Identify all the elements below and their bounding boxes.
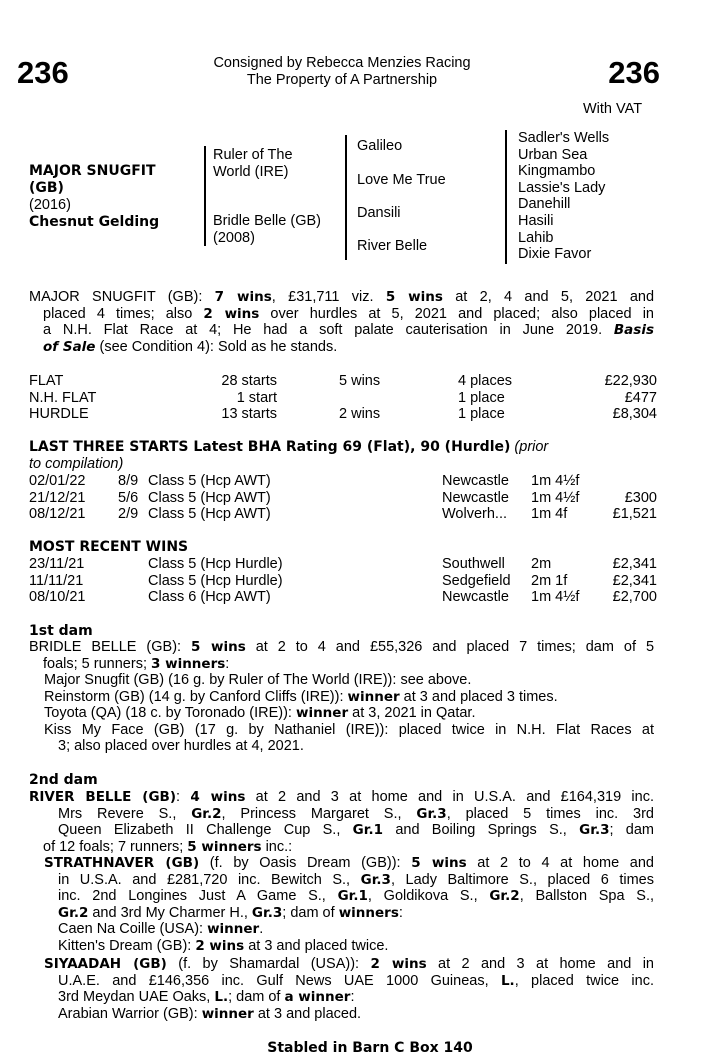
recent-wins-table	[0, 556, 716, 606]
first-dam-text: BRIDLE BELLE (GB): 5 wins at 2 to 4 and £55,326 and placed 7 times; dam of 5 foals; 5 runners; 3 winners:	[29, 639, 655, 672]
table-row: 08/12/21 2/9 Class 5 (Hcp AWT) Wolverh... 1m 4f £1,521	[29, 506, 657, 522]
table-row: 11/11/21 Class 5 (Hcp Hurdle) Sedgefield 2m 1f £2,341	[29, 572, 657, 589]
horse-identity	[29, 163, 159, 231]
list-item: Kiss My Face (GB) (17 g. by Nathaniel (IRE)): placed twice in N.H. Flat Races at	[44, 721, 654, 738]
last-three-heading: LAST THREE STARTS Latest BHA Rating 69 (Flat), 90 (Hurdle) (prior	[29, 439, 549, 455]
record-row: N.H. FLAT 1 start 1 place £477	[29, 389, 657, 406]
strathnaver-entry: STRATHNAVER (GB) (f. by Oasis Dream (GB)): 5 wins at 2 to 4 at home and in U.S.A. and £281,720 inc. Bewitch S., Gr.3, Lady Baltimore S., placed 6 times inc. 2nd Longines Just A Game S., Gr.1, Goldikova S., Gr.2, Ballston Spa S., Gr.2 and 3rd My Charmer H., Gr.3; dam of winners: Caen Na Coille (USA): winner. Kitten's Dream (GB): 2 wins at 3 and placed twice.	[44, 855, 655, 954]
table-row: 02/01/22 8/9 Class 5 (Hcp AWT) Newcastle 1m 4½f	[29, 473, 580, 489]
record-row: HURDLE 13 starts 2 wins 1 place £8,304	[29, 406, 657, 422]
granddam-sire-side: Love Me True	[357, 172, 446, 188]
last-three-note: to compilation)	[29, 456, 124, 472]
second-dam: River Belle	[357, 238, 428, 254]
pedigree-dam: Bridle Belle (GB) (2008)	[213, 213, 321, 246]
property-of: The Property of A Partnership	[246, 72, 438, 88]
list-item: Toyota (QA) (18 c. by Toronado (IRE)): winner at 3, 2021 in Qatar.	[44, 705, 476, 721]
stabling-footer: Stabled in Barn C Box 140	[267, 1040, 473, 1056]
last-three-table	[0, 473, 716, 523]
table-row: 08/10/21 Class 6 (Hcp AWT) Newcastle 1m 4½f £2,700	[29, 589, 657, 605]
vat-note: With VAT	[583, 101, 643, 117]
grandsire: Galileo	[357, 138, 403, 154]
horse-sex: Chesnut Gelding	[29, 214, 160, 230]
table-row: 23/11/21 Class 5 (Hcp Hurdle) Southwell 2m £2,341	[29, 556, 657, 572]
table-row: 21/12/21 5/6 Class 5 (Hcp AWT) Newcastle 1m 4½f £300	[29, 489, 657, 506]
list-item: Major Snugfit (GB) (16 g. by Ruler of The World (IRE)): see above.	[44, 672, 472, 688]
pedigree-sire: Ruler of The World (IRE)	[213, 147, 293, 180]
race-summary: MAJOR SNUGFIT (GB): 7 wins, £31,711 viz. 5 wins at 2, 4 and 5, 2021 and placed 4 times; also 2 wins over hurdles at 5, 2021 and placed; also placed in a N.H. Flat Race at 4; He had a soft palate cauterisation in June 2019. Basis of Sale (see Condition 4): Sold as he stands.	[29, 289, 655, 355]
horse-year: (2016)	[29, 197, 71, 213]
recent-wins-heading: MOST RECENT WINS	[29, 539, 189, 555]
second-dam-text: RIVER BELLE (GB): 4 wins at 2 and 3 at home and in U.S.A. and £164,319 inc. Mrs Revere S., Gr.2, Princess Margaret S., Gr.3, placed 5 times inc. 3rd Queen Elizabeth II Challenge Cup S., Gr.1 and Boiling Springs S., Gr.3; dam of 12 foals; 7 runners; 5 winners inc.:	[29, 789, 655, 855]
siyaadah-entry: SIYAADAH (GB) (f. by Shamardal (USA)): 2 wins at 2 and 3 at home and in U.A.E. and £146,356 inc. Gulf News UAE 1000 Guineas, L., placed twice inc. 3rd Meydan UAE Oaks, L.; dam of a winner: Arabian Warrior (GB): winner at 3 and placed.	[44, 956, 654, 1022]
dam-sire: Dansili	[357, 205, 401, 221]
consignor	[0, 55, 684, 89]
lot-number-left: 236	[17, 55, 69, 90]
race-record	[0, 373, 716, 423]
pedigree-divider-1	[204, 146, 206, 246]
second-dam-heading: 2nd dam	[29, 772, 98, 788]
horse-country: (GB)	[29, 180, 64, 196]
first-dam-progeny: Major Snugfit (GB) (16 g. by Ruler of The World (IRE)): see above. Reinstorm (GB) (14 g. by Canford Cliffs (IRE)): winner at 3 and placed 3 times. Toyota (QA) (18 c. by Toronado (IRE)): winner at 3, 2021 in Qatar. Kiss My Face (GB) (17 g. by Nathaniel (IRE)): placed twice in N.H. Flat Races at 3; also placed over hurdles at 4, 2021.	[44, 672, 654, 754]
pedigree-divider-3	[505, 130, 507, 264]
pedigree-divider-2	[345, 135, 347, 260]
first-dam-heading: 1st dam	[29, 623, 93, 639]
lot-number-right: 236	[608, 55, 660, 90]
consigned-by: Consigned by Rebecca Menzies Racing	[213, 55, 471, 71]
great-grandparents: Sadler's Wells Urban Sea Kingmambo Lassie's Lady Danehill Hasili Lahib Dixie Favor	[518, 130, 610, 263]
list-item: Reinstorm (GB) (14 g. by Canford Cliffs (IRE)): winner at 3 and placed 3 times.	[44, 688, 558, 705]
record-row: FLAT 28 starts 5 wins 4 places £22,930	[29, 373, 657, 389]
horse-name: MAJOR SNUGFIT	[29, 163, 156, 179]
